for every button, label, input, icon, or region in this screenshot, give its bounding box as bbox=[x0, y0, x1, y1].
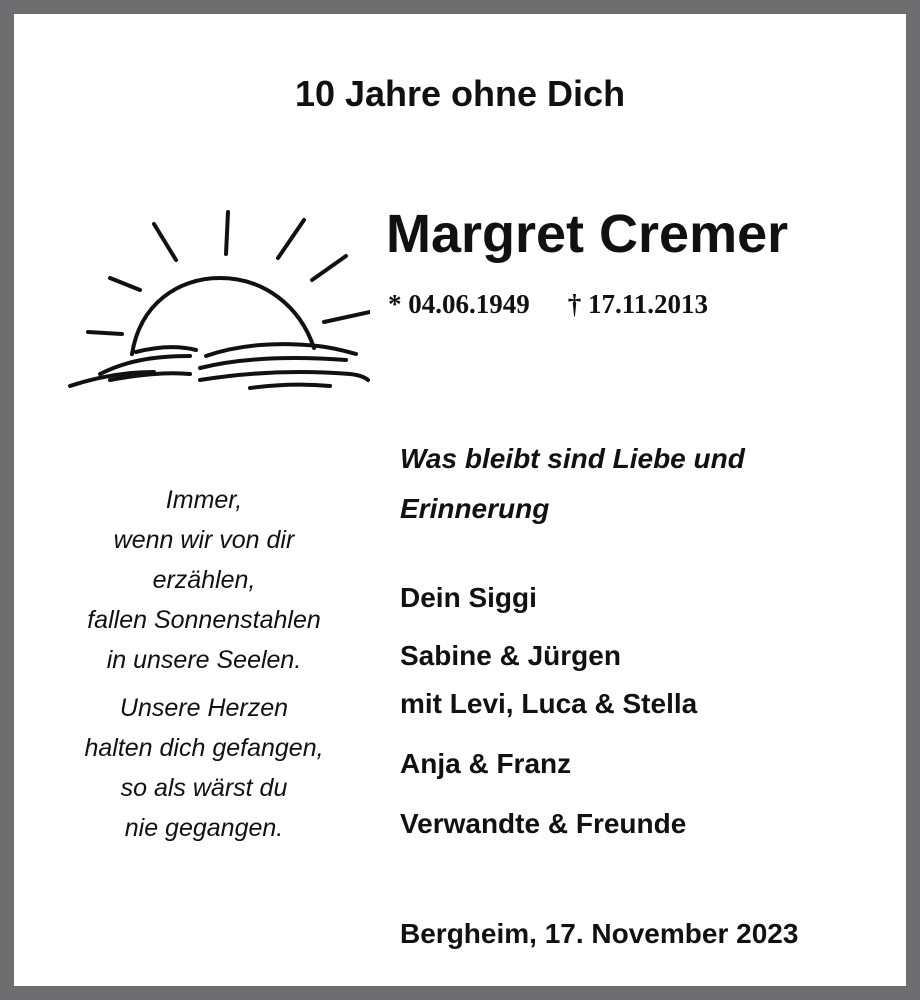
memorial-quote bbox=[400, 434, 840, 534]
signature-line: Anja & Franz bbox=[400, 748, 572, 779]
death-date: † 17.11.2013 bbox=[567, 289, 709, 319]
place-and-date: Bergheim, 17. November 2023 bbox=[400, 918, 799, 949]
obituary-card bbox=[14, 14, 906, 986]
life-dates bbox=[388, 286, 708, 322]
signature-line: Sabine & Jürgen bbox=[400, 640, 621, 671]
poem-line: in unsere Seelen. bbox=[106, 646, 302, 674]
signature-line: mit Levi, Luca & Stella bbox=[400, 688, 698, 719]
poem-line: Immer, bbox=[165, 486, 243, 514]
signature-line: Verwandte & Freunde bbox=[400, 808, 687, 839]
birth-date: * 04.06.1949 bbox=[388, 289, 530, 319]
quote-line: Was bleibt sind Liebe und bbox=[400, 443, 745, 474]
poem-line: halten dich gefangen, bbox=[84, 734, 324, 762]
anniversary-heading: 10 Jahre ohne Dich bbox=[294, 73, 626, 114]
poem bbox=[54, 480, 354, 848]
poem-line: Unsere Herzen bbox=[119, 694, 289, 722]
poem-line: wenn wir von dir bbox=[113, 526, 295, 554]
poem-line: so als wärst du bbox=[120, 774, 288, 802]
quote-line: Erinnerung bbox=[400, 493, 550, 524]
deceased-name: Margret Cremer bbox=[386, 204, 789, 264]
sunset-icon bbox=[50, 194, 370, 394]
signature-line: Dein Siggi bbox=[400, 582, 537, 613]
poem-line: fallen Sonnenstahlen bbox=[87, 606, 321, 634]
stanza-gap bbox=[54, 680, 354, 688]
poem-line: nie gegangen. bbox=[124, 814, 284, 842]
poem-line: erzählen, bbox=[152, 566, 256, 594]
